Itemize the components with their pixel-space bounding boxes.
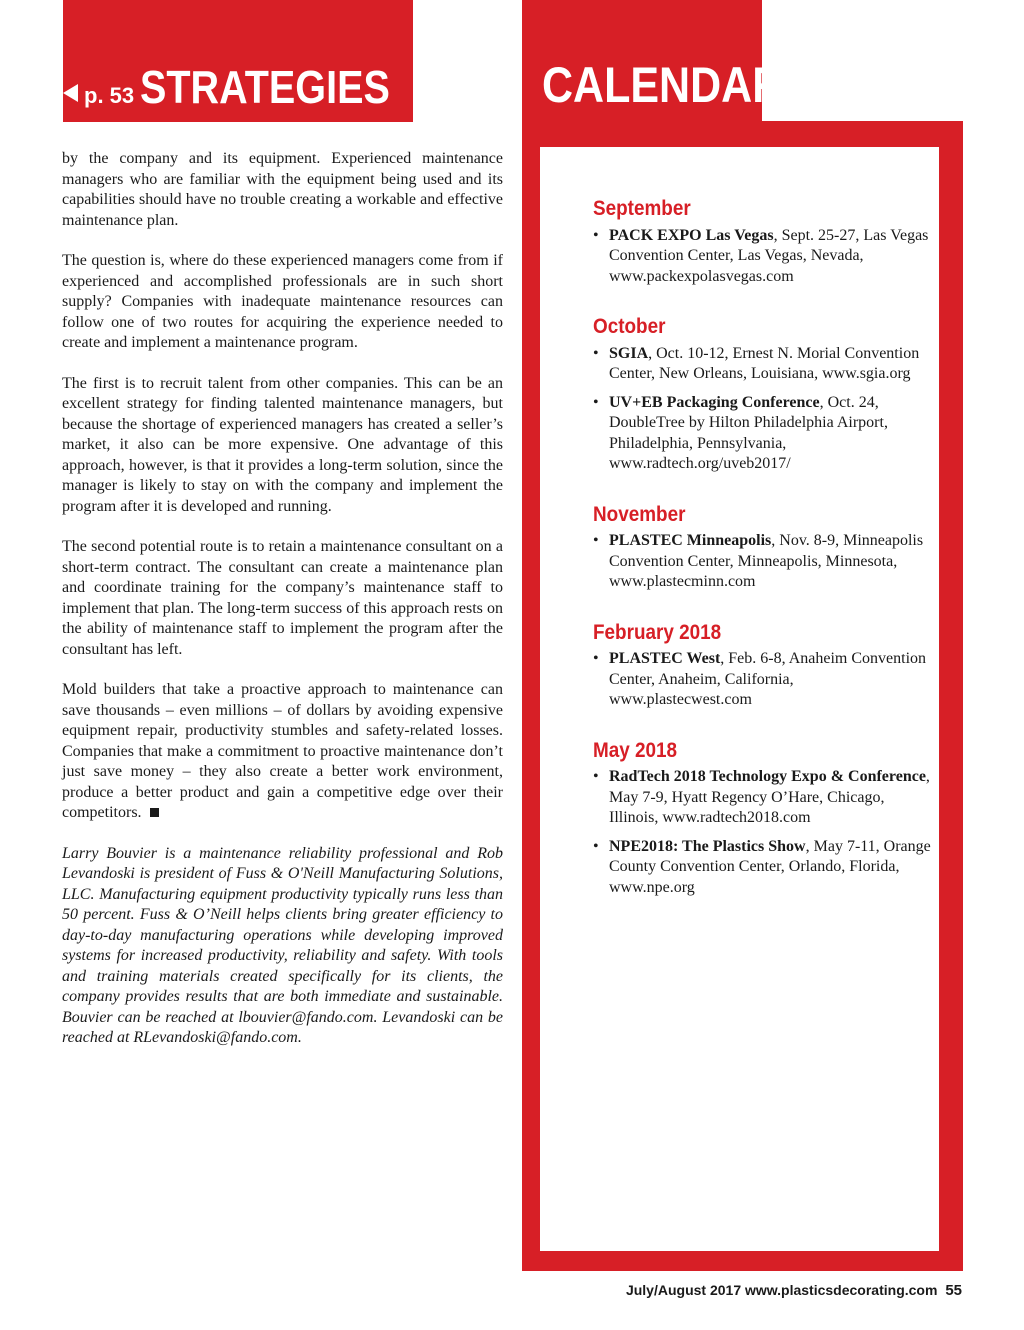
calendar-header: [522, 0, 784, 122]
article-paragraph: Mold builders that take a proactive approach to maintenance can save thousands – even millions – of dollars by avoiding expensive equipment repair, productivity stumbles and safety-related losses. Companies that make a commitment to proactive maintenance don’t just save money – they also create a better work environment, produce a better product and gain a competitive edge over their competitors.: [62, 681, 503, 821]
event-name: SGIA: [609, 344, 649, 362]
event-name: UV+EB Packaging Conference: [609, 393, 820, 411]
month-heading: September: [593, 197, 691, 220]
event-name: PLASTEC Minneapolis: [609, 532, 772, 549]
bullet: •: [593, 393, 599, 411]
article-paragraph: The second potential route is to retain a maintenance consultant on a short-term contract. The consultant can create a maintenance plan and coordinate training for the company’s maintenance staff to implement that plan. The long-term success of this approach rests on the ability of maintenance staff to implement the program after the consultant has left.: [62, 538, 503, 658]
end-mark-icon: [150, 808, 159, 817]
author-bio: Larry Bouvier is a maintenance reliability professional and Rob Levandoski is president of Fuss & O'Neill Manufacturing Solutions, LLC. Manufacturing equipment productivity typically runs less than 50 percent. Fuss & O’Neill helps clients bring greater efficiency to day-to-day manufacturing operations while developing improved systems for increased productivity, reliability and safety. With tools and training materials created specifically for its clients, the company provides results that are both immediate and sustainable. Bouvier can be reached at lbouvier@fando.com. Levandoski can be reached at RLevandoski@fando.com.: [62, 844, 503, 1046]
event-details: , Oct. 10-12, Ernest N. Morial Convention Center, New Orleans, Louisiana, www.sgia.org: [609, 344, 920, 382]
article-final-paragraph: [62, 680, 503, 824]
article-column: [62, 149, 503, 1069]
bullet: •: [593, 226, 599, 244]
event-name: RadTech 2018 Technology Expo & Conference: [609, 768, 926, 785]
back-arrow-icon: [63, 84, 78, 102]
calendar-event: [593, 649, 933, 711]
calendar-event: [593, 531, 933, 593]
event-details: , Feb. 6-8, Anaheim Convention Center, Anaheim, California, www.plastecwest.com: [609, 650, 927, 708]
bullet: •: [593, 532, 599, 549]
event-name: PACK EXPO Las Vegas: [609, 226, 774, 244]
calendar-content: [593, 199, 933, 906]
calendar-event: [593, 837, 933, 899]
event-details: , May 7-9, Hyatt Regency O’Hare, Chicago, Illinois, www.radtech2018.com: [609, 768, 930, 826]
page-number: 55: [945, 1282, 962, 1299]
calendar-frame: [522, 121, 963, 1271]
calendar-panel: [540, 147, 939, 1251]
bullet: •: [593, 650, 599, 667]
bullet: •: [593, 837, 599, 855]
calendar-event: [593, 344, 933, 385]
article-paragraph: by the company and its equipment. Experienced maintenance managers who are familiar with the equipment being used and its capabilities should have no trouble creating a workable and effective maintenance plan.: [62, 150, 503, 229]
issue-date: July/August 2017: [625, 1282, 742, 1298]
section-title: STRATEGIES: [140, 61, 390, 113]
event-name: PLASTEC West: [609, 650, 721, 667]
month-heading: November: [593, 502, 686, 526]
event-name: NPE2018: The Plastics Show: [609, 837, 806, 855]
calendar-event: [593, 767, 933, 829]
strategies-header: [63, 0, 413, 122]
article-paragraph: The question is, where do these experienced managers come from if experienced and accomplished professionals are in such short supply? Companies with inadequate maintenance resources can follow one of two routes for acquiring the experience needed to create and implement a maintenance program.: [62, 252, 503, 351]
page-reference[interactable]: p. 53: [84, 83, 135, 108]
month-heading: February 2018: [593, 620, 722, 644]
month-heading: May 2018: [593, 738, 678, 762]
event-details: , May 7-11, Orange County Convention Center, Orlando, Florida, www.npe.org: [609, 837, 931, 896]
bullet: •: [593, 344, 599, 362]
bullet: •: [593, 768, 599, 785]
month-heading: October: [593, 315, 666, 338]
strategies-header-text: [63, 60, 413, 114]
calendar-event: [593, 393, 933, 475]
event-details: , Sept. 25-27, Las Vegas Convention Center, Las Vegas, Nevada, www.packexpolasvegas.com: [609, 226, 929, 285]
event-details: , Nov. 8-9, Minneapolis Convention Center, Minneapolis, Minnesota, www.plastecminn.com: [609, 532, 924, 590]
calendar-event: [593, 226, 933, 288]
article-paragraph: The first is to recruit talent from other companies. This can be an excellent strategy for finding talented maintenance managers, but because the shortage of experienced managers has created a seller’s market, it also can be more expensive. One advantage of this approach, however, is that it provides a long-term solution, since the manager is likely to stay on with the company and implement the program after it is developed and running.: [62, 374, 503, 515]
page-footer: [626, 1282, 962, 1299]
calendar-title: CALENDAR: [542, 57, 784, 113]
site-url[interactable]: www.plasticsdecorating.com: [745, 1282, 938, 1298]
event-details: , Oct. 24, DoubleTree by Hilton Philadelphia Airport, Philadelphia, Pennsylvania, www.radtech.org/uveb2017/: [609, 393, 888, 472]
